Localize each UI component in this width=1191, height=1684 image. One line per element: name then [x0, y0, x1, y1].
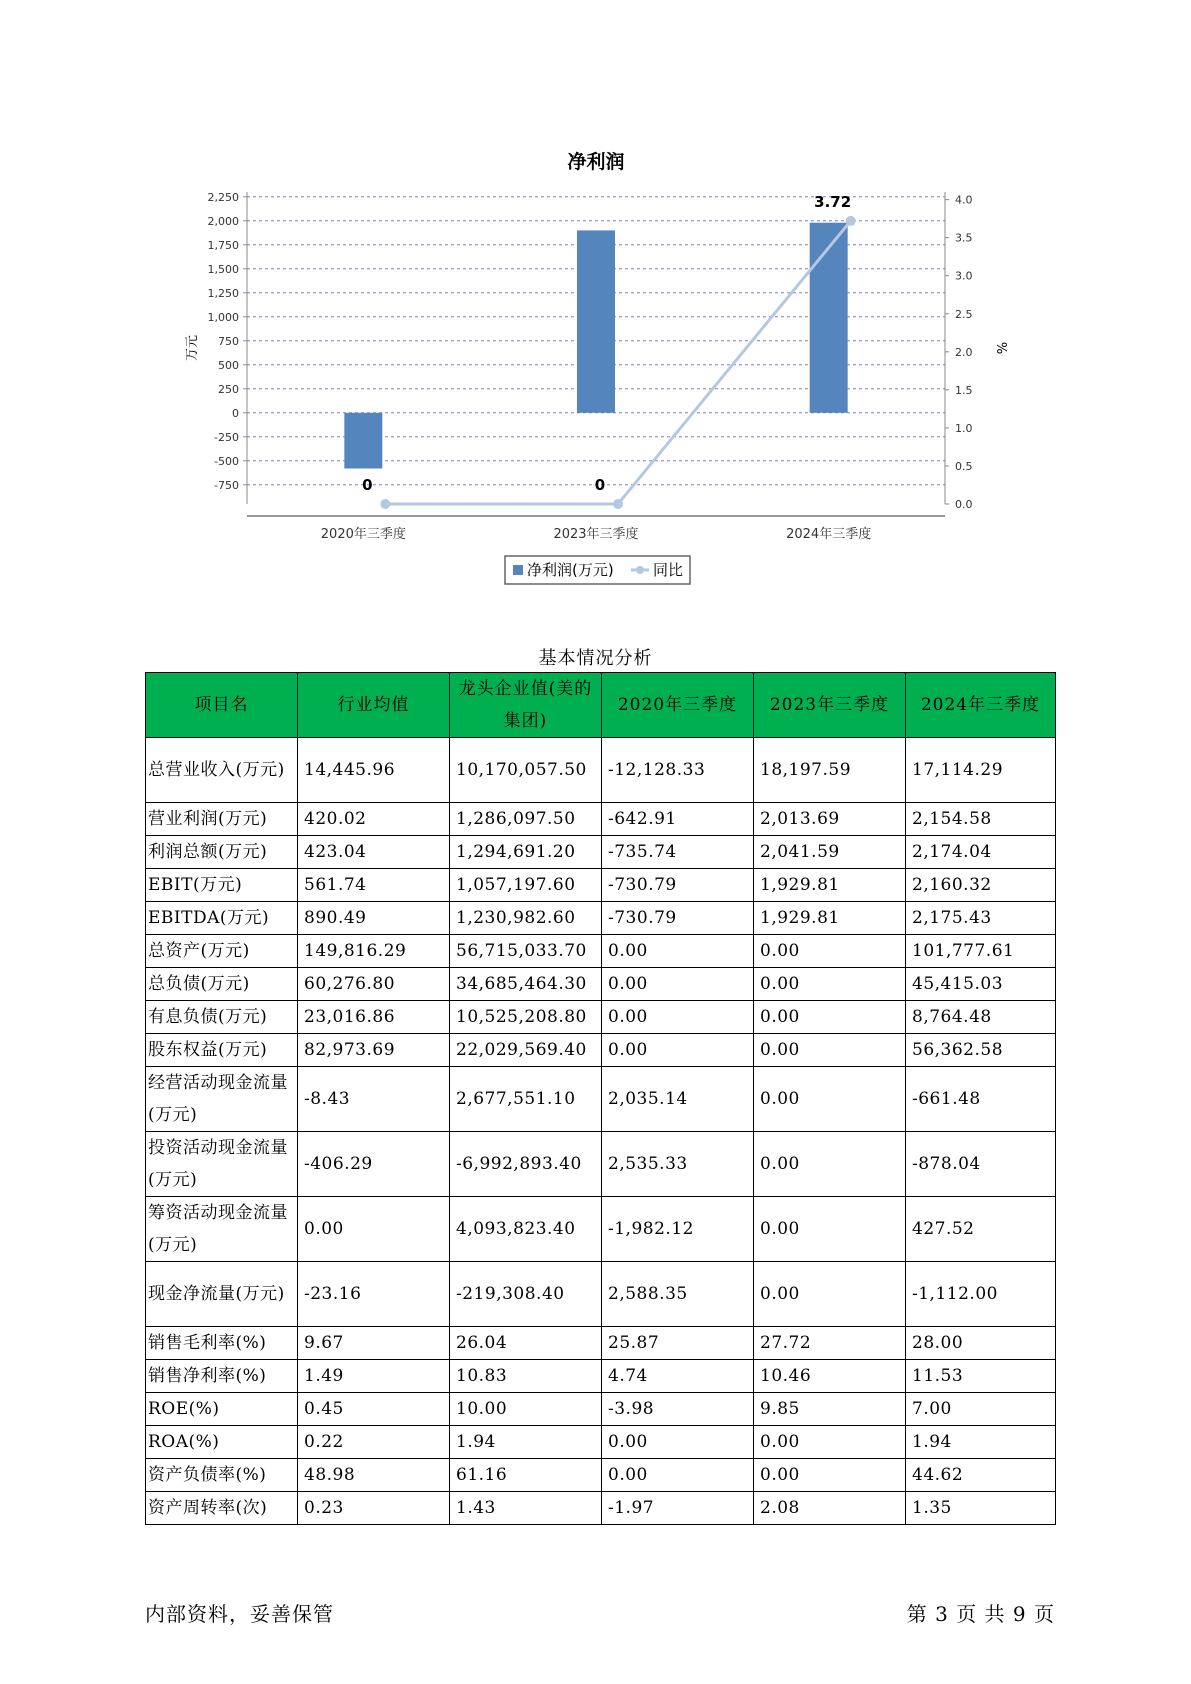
basic-analysis-table [145, 672, 1056, 1525]
cell-value: 0.00 [602, 935, 754, 968]
cell-value: 0.22 [298, 1426, 450, 1459]
cell-value: 1,286,097.50 [450, 803, 602, 836]
header-2023-q3: 2023年三季度 [754, 673, 906, 738]
table-row [146, 1459, 1056, 1492]
cell-value: 2,175.43 [906, 902, 1056, 935]
cell-value: 2,013.69 [754, 803, 906, 836]
legend-swatch-bar [513, 565, 523, 575]
cell-value: -219,308.40 [450, 1262, 602, 1327]
line-yoy-point [380, 499, 390, 509]
row-label: 有息负债(万元) [146, 1001, 298, 1034]
cell-value: 18,197.59 [754, 738, 906, 803]
cell-value: 0.00 [754, 935, 906, 968]
cell-value: 423.04 [298, 836, 450, 869]
cell-value: -1,982.12 [602, 1197, 754, 1262]
cell-value: -730.79 [602, 869, 754, 902]
cell-value: 0.00 [602, 968, 754, 1001]
table-row [146, 1492, 1056, 1525]
cell-value: 28.00 [906, 1327, 1056, 1360]
cell-value: -642.91 [602, 803, 754, 836]
cell-value: 60,276.80 [298, 968, 450, 1001]
bar-net-profit [810, 223, 848, 413]
cell-value: 1.94 [450, 1426, 602, 1459]
cell-value: 1.94 [906, 1426, 1056, 1459]
y-right-tick-label: 3.5 [955, 231, 973, 245]
x-tick-label: 2024年三季度 [786, 527, 872, 542]
cell-value: 0.00 [754, 1001, 906, 1034]
y-tick-label: 2,000 [207, 214, 239, 228]
chart-title: 净利润 [567, 151, 625, 173]
cell-value: 2,035.14 [602, 1067, 754, 1132]
data-label-yoy: 0 [594, 476, 606, 494]
y-tick-label: -500 [214, 454, 239, 468]
cell-value: -730.79 [602, 902, 754, 935]
cell-value: 2,677,551.10 [450, 1067, 602, 1132]
row-label: 营业利润(万元) [146, 803, 298, 836]
header-industry-average: 行业均值 [298, 673, 450, 738]
cell-value: 1,057,197.60 [450, 869, 602, 902]
cell-value: 10,525,208.80 [450, 1001, 602, 1034]
table-row [146, 1067, 1056, 1132]
cell-value: 48.98 [298, 1459, 450, 1492]
cell-value: -23.16 [298, 1262, 450, 1327]
row-label: 利润总额(万元) [146, 836, 298, 869]
cell-value: -3.98 [602, 1393, 754, 1426]
table-row [146, 1426, 1056, 1459]
y-right-tick-label: 2.5 [955, 307, 973, 321]
header-2020-q3: 2020年三季度 [602, 673, 754, 738]
cell-value: 0.00 [754, 1426, 906, 1459]
table-row [146, 1327, 1056, 1360]
cell-value: 8,764.48 [906, 1001, 1056, 1034]
table-row [146, 836, 1056, 869]
table-row [146, 1360, 1056, 1393]
row-label: 总资产(万元) [146, 935, 298, 968]
table-row [146, 869, 1056, 902]
cell-value: 0.00 [602, 1034, 754, 1067]
table-row [146, 902, 1056, 935]
cell-value: 1.49 [298, 1360, 450, 1393]
table-row [146, 1262, 1056, 1327]
cell-value: -406.29 [298, 1132, 450, 1197]
cell-value: 101,777.61 [906, 935, 1056, 968]
x-tick-label: 2023年三季度 [553, 527, 639, 542]
y-right-tick-label: 1.0 [955, 421, 973, 435]
table-title: 基本情况分析 [538, 648, 653, 669]
header-leader-value: 龙头企业值(美的集团) [450, 673, 602, 738]
cell-value: 0.00 [754, 968, 906, 1001]
row-label: ROA(%) [146, 1426, 298, 1459]
table-row [146, 738, 1056, 803]
cell-value: 27.72 [754, 1327, 906, 1360]
cell-value: -8.43 [298, 1067, 450, 1132]
cell-value: 2,535.33 [602, 1132, 754, 1197]
cell-value: 9.67 [298, 1327, 450, 1360]
cell-value: 4.74 [602, 1360, 754, 1393]
cell-value: 2,041.59 [754, 836, 906, 869]
cell-value: 0.23 [298, 1492, 450, 1525]
cell-value: 22,029,569.40 [450, 1034, 602, 1067]
table-row [146, 935, 1056, 968]
y-right-tick-label: 2.0 [955, 345, 973, 359]
cell-value: 149,816.29 [298, 935, 450, 968]
cell-value: 23,016.86 [298, 1001, 450, 1034]
cell-value: 10.00 [450, 1393, 602, 1426]
row-label: ROE(%) [146, 1393, 298, 1426]
y-tick-label: 0 [232, 406, 239, 420]
table-row [146, 1034, 1056, 1067]
table-header-row [146, 673, 1056, 738]
row-label: EBITDA(万元) [146, 902, 298, 935]
cell-value: 10,170,057.50 [450, 738, 602, 803]
cell-value: 1,294,691.20 [450, 836, 602, 869]
cell-value: 17,114.29 [906, 738, 1056, 803]
table-row [146, 1393, 1056, 1426]
cell-value: 2,160.32 [906, 869, 1056, 902]
cell-value: 2,174.04 [906, 836, 1056, 869]
cell-value: 10.46 [754, 1360, 906, 1393]
cell-value: 61.16 [450, 1459, 602, 1492]
y-right-tick-label: 3.0 [955, 269, 973, 283]
cell-value: 44.62 [906, 1459, 1056, 1492]
cell-value: 14,445.96 [298, 738, 450, 803]
y-tick-label: 1,000 [207, 310, 239, 324]
y-tick-label: 1,750 [207, 238, 239, 252]
header-item-name: 项目名 [146, 673, 298, 738]
cell-value: 1.43 [450, 1492, 602, 1525]
legend-label-yoy: 同比 [653, 561, 684, 579]
cell-value: 427.52 [906, 1197, 1056, 1262]
y-tick-label: 1,500 [207, 262, 239, 276]
cell-value: 2,588.35 [602, 1262, 754, 1327]
cell-value: 1,929.81 [754, 902, 906, 935]
cell-value: 0.00 [754, 1262, 906, 1327]
table-row [146, 1132, 1056, 1197]
table-row [146, 968, 1056, 1001]
cell-value: 0.00 [754, 1034, 906, 1067]
net-profit-chart [0, 0, 1191, 600]
cell-value: 2,154.58 [906, 803, 1056, 836]
cell-value: 1.35 [906, 1492, 1056, 1525]
chart-canvas [0, 0, 1191, 600]
data-label-yoy: 0 [362, 476, 373, 494]
y-tick-label: -750 [214, 478, 239, 492]
cell-value: 56,715,033.70 [450, 935, 602, 968]
cell-value: 45,415.03 [906, 968, 1056, 1001]
cell-value: -1.97 [602, 1492, 754, 1525]
cell-value: 561.74 [298, 869, 450, 902]
y-tick-label: 500 [218, 358, 239, 372]
cell-value: 0.00 [754, 1197, 906, 1262]
row-label: 资产周转率(次) [146, 1492, 298, 1525]
cell-value: 0.00 [298, 1197, 450, 1262]
row-label: 现金净流量(万元) [146, 1262, 298, 1327]
cell-value: 4,093,823.40 [450, 1197, 602, 1262]
row-label: 总营业收入(万元) [146, 738, 298, 803]
row-label: 经营活动现金流量(万元) [146, 1067, 298, 1132]
footer-confidential-note: 内部资料，妥善保管 [145, 1602, 334, 1626]
cell-value: 2.08 [754, 1492, 906, 1525]
y-right-tick-label: 4.0 [955, 193, 973, 207]
legend-label-net-profit: 净利润(万元) [527, 561, 614, 579]
cell-value: -12,128.33 [602, 738, 754, 803]
table-row [146, 1197, 1056, 1262]
table-row [146, 1001, 1056, 1034]
line-yoy-point [846, 216, 856, 226]
footer-page-number: 第 3 页 共 9 页 [906, 1602, 1055, 1626]
legend-swatch-point [636, 566, 644, 574]
y-tick-label: -250 [214, 430, 239, 444]
cell-value: 56,362.58 [906, 1034, 1056, 1067]
row-label: 总负债(万元) [146, 968, 298, 1001]
cell-value: 26.04 [450, 1327, 602, 1360]
table-row [146, 803, 1056, 836]
bar-net-profit [344, 413, 382, 469]
cell-value: 1,230,982.60 [450, 902, 602, 935]
cell-value: 34,685,464.30 [450, 968, 602, 1001]
row-label: 资产负债率(%) [146, 1459, 298, 1492]
row-label: 股东权益(万元) [146, 1034, 298, 1067]
cell-value: 0.00 [602, 1426, 754, 1459]
cell-value: -735.74 [602, 836, 754, 869]
cell-value: 890.49 [298, 902, 450, 935]
cell-value: 11.53 [906, 1360, 1056, 1393]
y-right-tick-label: 1.5 [955, 383, 973, 397]
line-yoy-point [613, 499, 623, 509]
y-tick-label: 2,250 [207, 190, 239, 204]
cell-value: 82,973.69 [298, 1034, 450, 1067]
cell-value: 0.45 [298, 1393, 450, 1426]
cell-value: 0.00 [602, 1001, 754, 1034]
y-right-axis-label: % [993, 341, 1008, 355]
cell-value: -661.48 [906, 1067, 1056, 1132]
cell-value: 25.87 [602, 1327, 754, 1360]
row-label: 销售净利率(%) [146, 1360, 298, 1393]
cell-value: -1,112.00 [906, 1262, 1056, 1327]
cell-value: 0.00 [602, 1459, 754, 1492]
cell-value: 0.00 [754, 1067, 906, 1132]
row-label: 投资活动现金流量(万元) [146, 1132, 298, 1197]
header-2024-q3: 2024年三季度 [906, 673, 1056, 738]
cell-value: 0.00 [754, 1132, 906, 1197]
y-right-tick-label: 0.5 [955, 459, 973, 473]
y-tick-label: 1,250 [207, 286, 239, 300]
x-tick-label: 2020年三季度 [320, 527, 406, 542]
y-right-tick-label: 0.0 [955, 498, 973, 511]
row-label: EBIT(万元) [146, 869, 298, 902]
cell-value: 0.00 [754, 1459, 906, 1492]
row-label: 销售毛利率(%) [146, 1327, 298, 1360]
y-axis-label: 万元 [185, 334, 200, 362]
cell-value: -6,992,893.40 [450, 1132, 602, 1197]
data-label-yoy: 3.72 [814, 192, 852, 211]
cell-value: 1,929.81 [754, 869, 906, 902]
bar-net-profit [577, 230, 615, 412]
cell-value: -878.04 [906, 1132, 1056, 1197]
cell-value: 10.83 [450, 1360, 602, 1393]
y-tick-label: 250 [218, 382, 239, 396]
cell-value: 7.00 [906, 1393, 1056, 1426]
row-label: 筹资活动现金流量(万元) [146, 1197, 298, 1262]
cell-value: 9.85 [754, 1393, 906, 1426]
cell-value: 420.02 [298, 803, 450, 836]
y-tick-label: 750 [218, 334, 239, 348]
